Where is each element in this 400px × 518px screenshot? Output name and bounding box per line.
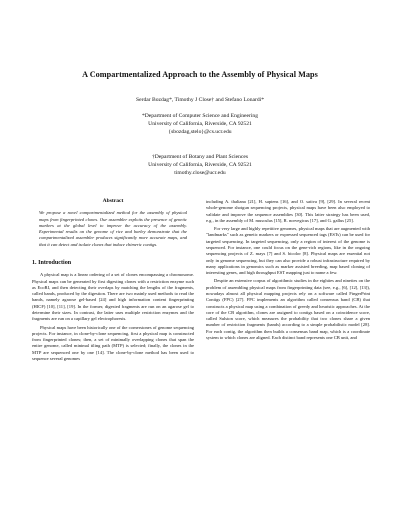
affiliation-department: †Department of Botany and Plant Sciences xyxy=(151,154,249,160)
affiliation-block xyxy=(0,153,400,178)
abstract-heading: Abstract xyxy=(102,198,124,204)
body-paragraph: Despite an extensive corpus of algorithmic studies in the eighties and nineties on the problem of assembling physical maps from fingerprinting data (see, e.g., [6], [12], [13]), nowadays almost all physical mapping projects rely on a software called FingerPrint Contigs (FPC) [27]. FPC implements an algorithm called consensus band (CB) that constructs a physical map using a combination of greedy and heuristic approaches. At the core of the CB algorithm, clones are assigned to contigs based on a coincidence score, called Sulston score, which measures the probability that two clones share a given number of restriction fragments (bands) according to a simple probabilistic model [28]. For each contig, the algorithm then builds a consensus band map, which is a coordinate system to which clones are aligned. Each distinct band represents one CB unit, and xyxy=(206,278,370,340)
body-paragraph: Physical maps have been historically one of the cornerstones of genome sequencing projects. For instance, in clone-by-clone sequencing, first a physical map is constructed from fingerprinted clones; then, a set of minimally overlapping clones that span the entire genome, called minimal tiling path (MTP) is selected; finally, the clones in the MTP are sequenced one by one [14]. The clone-by-clone method has been used to sequence several genomes xyxy=(32,324,194,361)
affiliation-email[interactable]: {sbozdag,stelo}@cs.ucr.edu xyxy=(168,129,232,136)
abstract-text: We propose a novel compartmentalized method for the assembly of physical maps from fingerprinted clones. Our assembler exploits the presence of genetic markers at the global level to improve the accuracy of the assembly. Experimental results on the genome of rice and barley demonstrate that the compartmentalized assembler produces significantly more accurate maps, and that it can detect and isolate clones that induce chimeric contigs. xyxy=(39,210,187,247)
paper-title: A Compartmentalized Approach to the Assembly of Physical Maps xyxy=(82,70,318,79)
section-heading: 1. Introduction xyxy=(32,259,72,266)
affiliation-address: University of California, Riverside, CA 92521 xyxy=(148,162,252,169)
left-column xyxy=(32,198,194,364)
author-list: Serdar Bozdag*, Timothy J Close† and Stefano Lonardi* xyxy=(135,97,265,103)
affiliation-email[interactable]: timothy.close@ucr.edu xyxy=(174,170,226,177)
right-column xyxy=(206,199,370,343)
affiliation-department: *Department of Computer Science and Engineering xyxy=(141,113,259,119)
body-paragraph: For very large and highly repetitive genomes, physical maps that are augmented with "landmarks" such as genetic markers or expressed sequenced tags (ESTs) can be used for targeted sequencing. In targeted sequencing, only a region of interest of the genome is sequenced. For instance, one could focus on the gene-rich regions, like in the ongoing sequencing projects of Z. mays [7] and S. bicolor [8]. Physical maps are essential not only in genome sequencing, but they can also provide a robust infrastructure required by many applications in genomics such as marker assisted breeding, map based cloning of interesting genes, and high throughput EST mapping just to name a few. xyxy=(206,226,370,276)
affiliation-address: University of California, Riverside, CA 92521 xyxy=(148,121,252,128)
body-paragraph: including A. thaliana [21], H. sapiens [16], and O. sativa [9], [29]. In several recent whole-genome shotgun sequencing projects, physical maps have been also employed to validate and improve the sequence assemblies [30]. This latter strategy has been used, e.g., in the assembly of M. musculus [15], R. norvegicus [17], and G. gallus [25]. xyxy=(206,199,370,223)
body-paragraph: A physical map is a linear ordering of a set of clones encompassing a chromosome. Physical maps can be generated by first digesting clones with a restriction enzyme such as EcoRI, and then detecting their overlaps by matching the lengths of the fragments, called bands, produced by the digestion. There are two mainly used methods to read the bands, namely agarose gel-based [24] and high information content fingerprinting (HICF) [10], [11], [19]. In the former, digested fragments are run on an agarose gel to determine their sizes. In contrast, the latter uses multiple restriction enzymes and the fragments are run on a capillary gel electrophoresis. xyxy=(32,272,194,322)
affiliation-block xyxy=(0,112,400,137)
